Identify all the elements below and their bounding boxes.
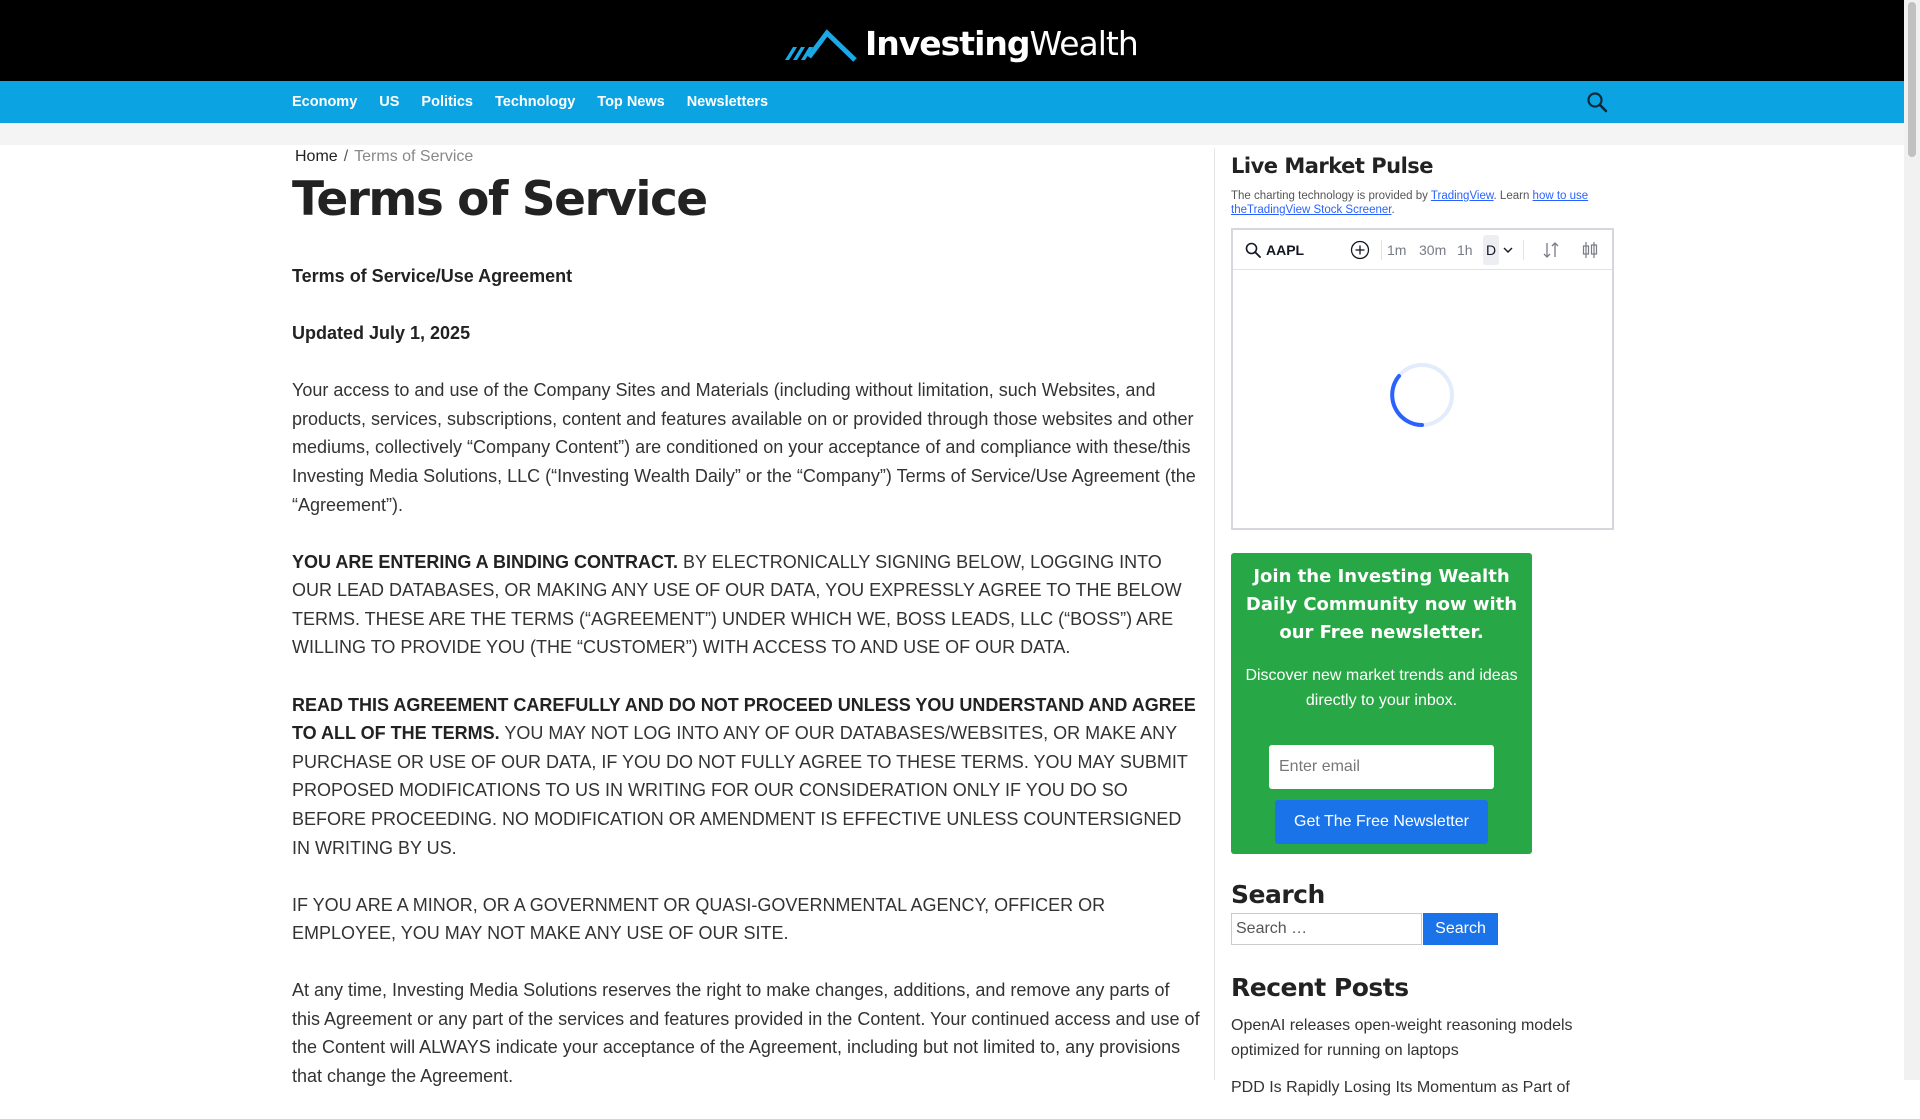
breadcrumb — [295, 148, 473, 166]
article-paragraph-3 — [292, 691, 1202, 863]
logo-text-bold: Investing — [865, 24, 1030, 63]
site-logo[interactable] — [785, 22, 1138, 66]
breadcrumb-current: Terms of Service — [354, 148, 474, 165]
newsletter-signup-box — [1231, 553, 1532, 854]
article-body — [292, 262, 1202, 1119]
symbol-search-icon[interactable] — [1245, 242, 1261, 258]
interval-1m[interactable]: 1m — [1387, 242, 1407, 258]
stock-screener-link[interactable]: how to use theTradingView Stock Screener — [1231, 190, 1589, 216]
chart-symbol[interactable]: AAPL — [1266, 242, 1305, 258]
sidebar-search-button[interactable]: Search — [1423, 913, 1498, 945]
header-spacer — [0, 123, 1904, 145]
newsletter-email-input[interactable] — [1269, 745, 1494, 789]
article-paragraph-3-text: YOU MAY NOT LOG INTO ANY OF OUR DATABASES/WEBSITES, OR MAKE ANY PURCHASE OR USE OF OUR DATA, IF YOU DO NOT FULLY AGREE TO THESE TERMS. YOU MAY SUBMIT PROPOSED MODIFICATIONS TO US IN WRITING FOR OUR CONSIDERATION ONLY IF YOU DO SO BEFORE PROCEEDING. NO MODIFICATION OR AMENDMENT IS EFFECTIVE UNLESS COUNTERSIGNED IN WRITING BY US. — [292, 723, 1188, 858]
loading-spinner-icon — [1389, 362, 1455, 428]
newsletter-title: Join the Investing Wealth Daily Community now with our Free newsletter. — [1245, 566, 1518, 643]
recent-post-link[interactable]: PDD Is Rapidly Losing Its Momentum as Part of — [1231, 1079, 1570, 1096]
article-paragraph-2-bold: YOU ARE ENTERING A BINDING CONTRACT. — [292, 551, 679, 572]
indicators-icon[interactable] — [1543, 240, 1561, 260]
article-paragraph-5: At any time, Investing Media Solutions reserves the right to make changes, additions, and remove any parts of this Agreement or any part of the services and features provided in the Content. Your continued access and use of the Content will ALWAYS indicate your acceptance of the Agreement, including but not limited to, any provisions that change the Agreement. — [292, 980, 1200, 1087]
tradingview-link[interactable]: TradingView — [1430, 190, 1494, 202]
article-paragraph-2 — [292, 548, 1202, 662]
article-paragraph-1: Your access to and use of the Company Sites and Materials (including without limitation, such Websites, and products, services, subscriptions, content and features available on or provided through those websites and other mediums, collectively “Company Content”) are conditioned on your acceptance of and compliance with these/this Investing Media Solutions, LLC (“Investing Wealth Daily” or the “Company”) Terms of Service/Use Agreement (the “Agreement”). — [292, 380, 1196, 515]
pulse-note-suffix: . — [1391, 204, 1395, 216]
nav-top-news[interactable]: Top News — [597, 94, 665, 110]
article-updated-date: Updated July 1, 2025 — [292, 323, 471, 344]
logo-mountain-icon — [785, 27, 857, 61]
interval-1h[interactable]: 1h — [1457, 242, 1473, 258]
article-paragraph-3-bold: READ THIS AGREEMENT CAREFULLY AND DO NOT PROCEED UNLESS YOU UNDERSTAND AND AGREE TO ALL OF THE TERMS. — [292, 694, 1196, 744]
chevron-down-icon[interactable] — [1503, 246, 1513, 254]
breadcrumb-home[interactable]: Home — [295, 148, 338, 165]
pulse-note-mid: . Learn — [1493, 190, 1533, 202]
nav-politics[interactable]: Politics — [421, 94, 473, 110]
compare-add-icon[interactable] — [1350, 240, 1370, 260]
article-paragraph-4: IF YOU ARE A MINOR, OR A GOVERNMENT OR QUASI-GOVERNMENTAL AGENCY, OFFICER OR EMPLOYEE, YOU MAY NOT MAKE ANY USE OF OUR SITE. — [292, 894, 1106, 944]
page-title: Terms of Service — [292, 172, 707, 227]
recent-post-link[interactable]: OpenAI releases open-weight reasoning models optimized for running on laptops — [1231, 1017, 1573, 1059]
market-pulse-note — [1231, 189, 1611, 217]
toolbar-separator — [1523, 240, 1524, 260]
nav-newsletters[interactable]: Newsletters — [686, 94, 769, 110]
interval-d-selected[interactable]: D — [1483, 235, 1499, 265]
breadcrumb-separator: / — [343, 148, 349, 165]
market-pulse-title: Live Market Pulse — [1231, 154, 1434, 178]
pulse-note-prefix: The charting technology is provided by — [1231, 190, 1431, 202]
sidebar-search-input[interactable] — [1231, 913, 1422, 945]
article-paragraph-2-text: BY ELECTRONICALLY SIGNING BELOW, LOGGING INTO OUR LEAD DATABASES, OR MAKING ANY USE OF OUR DATA, YOU EXPRESSLY AGREE TO THE BELOW TERMS. THESE ARE THE TERMS (“AGREEMENT”) UNDER WHICH WE, BOSS LEADS, LLC (“BOSS”) ARE WILLING TO PROVIDE YOU (THE “CUSTOMER”) WITH ACCESS TO AND USE OF OUR DATA. — [292, 551, 1182, 658]
nav-economy[interactable]: Economy — [292, 94, 358, 110]
main-nav — [0, 81, 1904, 123]
search-icon[interactable] — [1586, 91, 1608, 113]
article-subtitle: Terms of Service/Use Agreement — [292, 266, 573, 286]
page-scrollbar[interactable] — [1904, 0, 1920, 1080]
recent-posts-title: Recent Posts — [1231, 973, 1409, 1002]
column-divider — [1214, 148, 1215, 1080]
site-header — [0, 0, 1904, 81]
scrollbar-thumb[interactable] — [1908, 2, 1916, 157]
newsletter-submit-button[interactable]: Get The Free Newsletter — [1275, 800, 1488, 844]
nav-us[interactable]: US — [379, 94, 400, 110]
recent-posts-list — [1231, 1013, 1611, 1112]
logo-text — [865, 22, 1138, 66]
tradingview-chart-widget — [1231, 228, 1614, 530]
logo-text-light: Wealth — [1029, 24, 1138, 63]
search-widget-title: Search — [1231, 880, 1325, 909]
interval-30m[interactable]: 30m — [1419, 242, 1447, 258]
toolbar-separator — [1381, 240, 1382, 260]
chart-toolbar — [1233, 230, 1612, 270]
nav-technology[interactable]: Technology — [495, 94, 576, 110]
newsletter-description: Discover new market trends and ideas directly to your inbox. — [1245, 667, 1518, 709]
candlestick-icon[interactable] — [1581, 240, 1599, 260]
